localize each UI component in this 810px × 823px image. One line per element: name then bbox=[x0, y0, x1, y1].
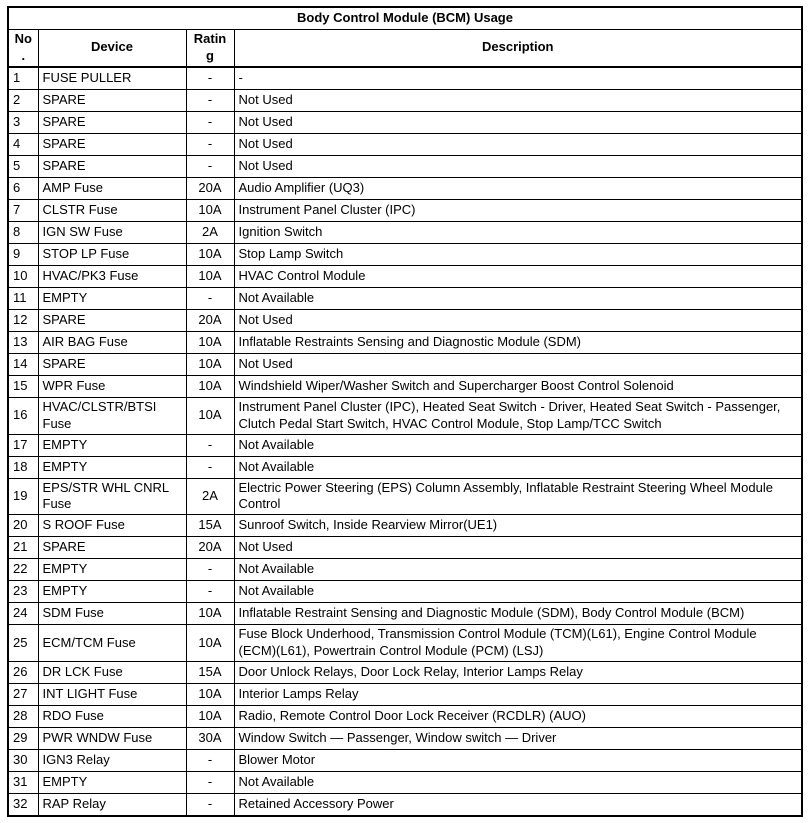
cell-no: 25 bbox=[8, 625, 38, 662]
cell-rating: 10A bbox=[186, 684, 234, 706]
column-header-rating: Rating bbox=[186, 30, 234, 67]
cell-device: FUSE PULLER bbox=[38, 67, 186, 90]
cell-description: Retained Accessory Power bbox=[234, 794, 802, 817]
cell-description: Inflatable Restraints Sensing and Diagnostic Module (SDM) bbox=[234, 331, 802, 353]
table-row bbox=[8, 67, 802, 90]
cell-rating: 20A bbox=[186, 537, 234, 559]
column-header-no: No. bbox=[8, 30, 38, 67]
cell-description: Not Available bbox=[234, 456, 802, 478]
cell-device: SPARE bbox=[38, 353, 186, 375]
cell-device: CLSTR Fuse bbox=[38, 199, 186, 221]
cell-description: Not Used bbox=[234, 309, 802, 331]
cell-no: 5 bbox=[8, 155, 38, 177]
cell-description: Not Used bbox=[234, 353, 802, 375]
table-row bbox=[8, 750, 802, 772]
table-row bbox=[8, 728, 802, 750]
table-row bbox=[8, 133, 802, 155]
cell-rating: 10A bbox=[186, 265, 234, 287]
cell-device: SPARE bbox=[38, 89, 186, 111]
cell-description: Windshield Wiper/Washer Switch and Supercharger Boost Control Solenoid bbox=[234, 375, 802, 397]
bcm-usage-table bbox=[7, 6, 803, 817]
cell-rating: - bbox=[186, 89, 234, 111]
cell-no: 12 bbox=[8, 309, 38, 331]
cell-no: 28 bbox=[8, 706, 38, 728]
column-header-description: Description bbox=[234, 30, 802, 67]
table-body bbox=[8, 67, 802, 816]
cell-device: RDO Fuse bbox=[38, 706, 186, 728]
cell-rating: 10A bbox=[186, 625, 234, 662]
table-row bbox=[8, 603, 802, 625]
table-row bbox=[8, 581, 802, 603]
cell-device: EMPTY bbox=[38, 581, 186, 603]
table-row bbox=[8, 559, 802, 581]
cell-rating: - bbox=[186, 133, 234, 155]
cell-description: Radio, Remote Control Door Lock Receiver (RCDLR) (AUO) bbox=[234, 706, 802, 728]
table-title-row bbox=[8, 7, 802, 30]
cell-description: Instrument Panel Cluster (IPC), Heated Seat Switch - Driver, Heated Seat Switch - Passenger, Clutch Pedal Start Switch, HVAC Control Module, Stop Lamp/TCC Switch bbox=[234, 397, 802, 434]
cell-device: AIR BAG Fuse bbox=[38, 331, 186, 353]
table-row bbox=[8, 375, 802, 397]
cell-rating: 15A bbox=[186, 662, 234, 684]
cell-no: 1 bbox=[8, 67, 38, 90]
cell-no: 14 bbox=[8, 353, 38, 375]
cell-device: EPS/STR WHL CNRL Fuse bbox=[38, 478, 186, 515]
cell-no: 8 bbox=[8, 221, 38, 243]
cell-no: 10 bbox=[8, 265, 38, 287]
cell-rating: - bbox=[186, 434, 234, 456]
cell-device: EMPTY bbox=[38, 456, 186, 478]
cell-no: 16 bbox=[8, 397, 38, 434]
table-row bbox=[8, 456, 802, 478]
cell-no: 23 bbox=[8, 581, 38, 603]
cell-no: 15 bbox=[8, 375, 38, 397]
cell-no: 11 bbox=[8, 287, 38, 309]
table-row bbox=[8, 265, 802, 287]
cell-device: SPARE bbox=[38, 537, 186, 559]
cell-no: 19 bbox=[8, 478, 38, 515]
cell-description: Not Available bbox=[234, 772, 802, 794]
cell-rating: 10A bbox=[186, 353, 234, 375]
cell-device: RAP Relay bbox=[38, 794, 186, 817]
cell-description: Not Used bbox=[234, 89, 802, 111]
cell-description: Not Available bbox=[234, 559, 802, 581]
cell-no: 22 bbox=[8, 559, 38, 581]
cell-rating: 10A bbox=[186, 603, 234, 625]
cell-device: STOP LP Fuse bbox=[38, 243, 186, 265]
cell-rating: - bbox=[186, 772, 234, 794]
cell-device: SDM Fuse bbox=[38, 603, 186, 625]
table-row bbox=[8, 353, 802, 375]
cell-device: SPARE bbox=[38, 133, 186, 155]
cell-description: Not Used bbox=[234, 133, 802, 155]
cell-description: Electric Power Steering (EPS) Column Assembly, Inflatable Restraint Steering Wheel Module Control bbox=[234, 478, 802, 515]
table-row bbox=[8, 309, 802, 331]
cell-description: Instrument Panel Cluster (IPC) bbox=[234, 199, 802, 221]
cell-rating: - bbox=[186, 750, 234, 772]
table-row bbox=[8, 155, 802, 177]
cell-rating: - bbox=[186, 67, 234, 90]
cell-no: 32 bbox=[8, 794, 38, 817]
cell-device: AMP Fuse bbox=[38, 177, 186, 199]
cell-description: Not Used bbox=[234, 155, 802, 177]
table-row bbox=[8, 89, 802, 111]
table-row bbox=[8, 662, 802, 684]
table-row bbox=[8, 331, 802, 353]
cell-device: IGN SW Fuse bbox=[38, 221, 186, 243]
cell-no: 24 bbox=[8, 603, 38, 625]
table-row bbox=[8, 434, 802, 456]
table-row bbox=[8, 199, 802, 221]
cell-device: HVAC/CLSTR/BTSI Fuse bbox=[38, 397, 186, 434]
cell-device: SPARE bbox=[38, 309, 186, 331]
cell-description: Not Used bbox=[234, 111, 802, 133]
cell-rating: - bbox=[186, 287, 234, 309]
cell-rating: 10A bbox=[186, 199, 234, 221]
cell-device: SPARE bbox=[38, 155, 186, 177]
cell-no: 9 bbox=[8, 243, 38, 265]
cell-rating: 10A bbox=[186, 706, 234, 728]
cell-no: 29 bbox=[8, 728, 38, 750]
table-row bbox=[8, 625, 802, 662]
cell-device: HVAC/PK3 Fuse bbox=[38, 265, 186, 287]
cell-description: Not Available bbox=[234, 287, 802, 309]
table-row bbox=[8, 177, 802, 199]
table-row bbox=[8, 794, 802, 817]
cell-rating: 15A bbox=[186, 515, 234, 537]
cell-device: EMPTY bbox=[38, 559, 186, 581]
table-row bbox=[8, 243, 802, 265]
cell-description: - bbox=[234, 67, 802, 90]
cell-device: S ROOF Fuse bbox=[38, 515, 186, 537]
cell-rating: 2A bbox=[186, 478, 234, 515]
cell-device: WPR Fuse bbox=[38, 375, 186, 397]
cell-description: Not Available bbox=[234, 581, 802, 603]
cell-description: Sunroof Switch, Inside Rearview Mirror(UE1) bbox=[234, 515, 802, 537]
cell-device: SPARE bbox=[38, 111, 186, 133]
cell-rating: 10A bbox=[186, 243, 234, 265]
table-row bbox=[8, 772, 802, 794]
cell-device: INT LIGHT Fuse bbox=[38, 684, 186, 706]
cell-device: EMPTY bbox=[38, 434, 186, 456]
cell-no: 30 bbox=[8, 750, 38, 772]
cell-device: ECM/TCM Fuse bbox=[38, 625, 186, 662]
cell-description: Inflatable Restraint Sensing and Diagnostic Module (SDM), Body Control Module (BCM) bbox=[234, 603, 802, 625]
cell-rating: - bbox=[186, 111, 234, 133]
cell-description: Ignition Switch bbox=[234, 221, 802, 243]
cell-rating: 20A bbox=[186, 309, 234, 331]
table-row bbox=[8, 287, 802, 309]
cell-no: 2 bbox=[8, 89, 38, 111]
cell-rating: - bbox=[186, 794, 234, 817]
cell-no: 31 bbox=[8, 772, 38, 794]
cell-description: Not Available bbox=[234, 434, 802, 456]
cell-description: Blower Motor bbox=[234, 750, 802, 772]
cell-rating: 10A bbox=[186, 397, 234, 434]
table-row bbox=[8, 684, 802, 706]
cell-no: 7 bbox=[8, 199, 38, 221]
cell-device: EMPTY bbox=[38, 287, 186, 309]
cell-no: 3 bbox=[8, 111, 38, 133]
table-row bbox=[8, 478, 802, 515]
cell-description: Window Switch — Passenger, Window switch — Driver bbox=[234, 728, 802, 750]
cell-device: IGN3 Relay bbox=[38, 750, 186, 772]
table-row bbox=[8, 397, 802, 434]
cell-no: 18 bbox=[8, 456, 38, 478]
cell-device: EMPTY bbox=[38, 772, 186, 794]
cell-rating: 20A bbox=[186, 177, 234, 199]
cell-description: Stop Lamp Switch bbox=[234, 243, 802, 265]
cell-rating: 30A bbox=[186, 728, 234, 750]
cell-no: 27 bbox=[8, 684, 38, 706]
cell-no: 26 bbox=[8, 662, 38, 684]
cell-device: DR LCK Fuse bbox=[38, 662, 186, 684]
column-header-device: Device bbox=[38, 30, 186, 67]
cell-no: 4 bbox=[8, 133, 38, 155]
cell-rating: 10A bbox=[186, 331, 234, 353]
cell-description: Not Used bbox=[234, 537, 802, 559]
table-header-row bbox=[8, 30, 802, 67]
cell-no: 17 bbox=[8, 434, 38, 456]
cell-rating: - bbox=[186, 155, 234, 177]
cell-no: 6 bbox=[8, 177, 38, 199]
table-row bbox=[8, 515, 802, 537]
cell-no: 13 bbox=[8, 331, 38, 353]
cell-no: 21 bbox=[8, 537, 38, 559]
table-row bbox=[8, 111, 802, 133]
cell-rating: - bbox=[186, 559, 234, 581]
table-row bbox=[8, 706, 802, 728]
cell-device: PWR WNDW Fuse bbox=[38, 728, 186, 750]
cell-description: HVAC Control Module bbox=[234, 265, 802, 287]
cell-rating: - bbox=[186, 456, 234, 478]
cell-description: Fuse Block Underhood, Transmission Control Module (TCM)(L61), Engine Control Module (ECM)(L61), Powertrain Control Module (PCM) (LSJ) bbox=[234, 625, 802, 662]
cell-description: Audio Amplifier (UQ3) bbox=[234, 177, 802, 199]
table-row bbox=[8, 537, 802, 559]
cell-rating: - bbox=[186, 581, 234, 603]
table-title: Body Control Module (BCM) Usage bbox=[8, 7, 802, 30]
cell-rating: 2A bbox=[186, 221, 234, 243]
cell-description: Door Unlock Relays, Door Lock Relay, Interior Lamps Relay bbox=[234, 662, 802, 684]
cell-no: 20 bbox=[8, 515, 38, 537]
cell-description: Interior Lamps Relay bbox=[234, 684, 802, 706]
table-row bbox=[8, 221, 802, 243]
cell-rating: 10A bbox=[186, 375, 234, 397]
